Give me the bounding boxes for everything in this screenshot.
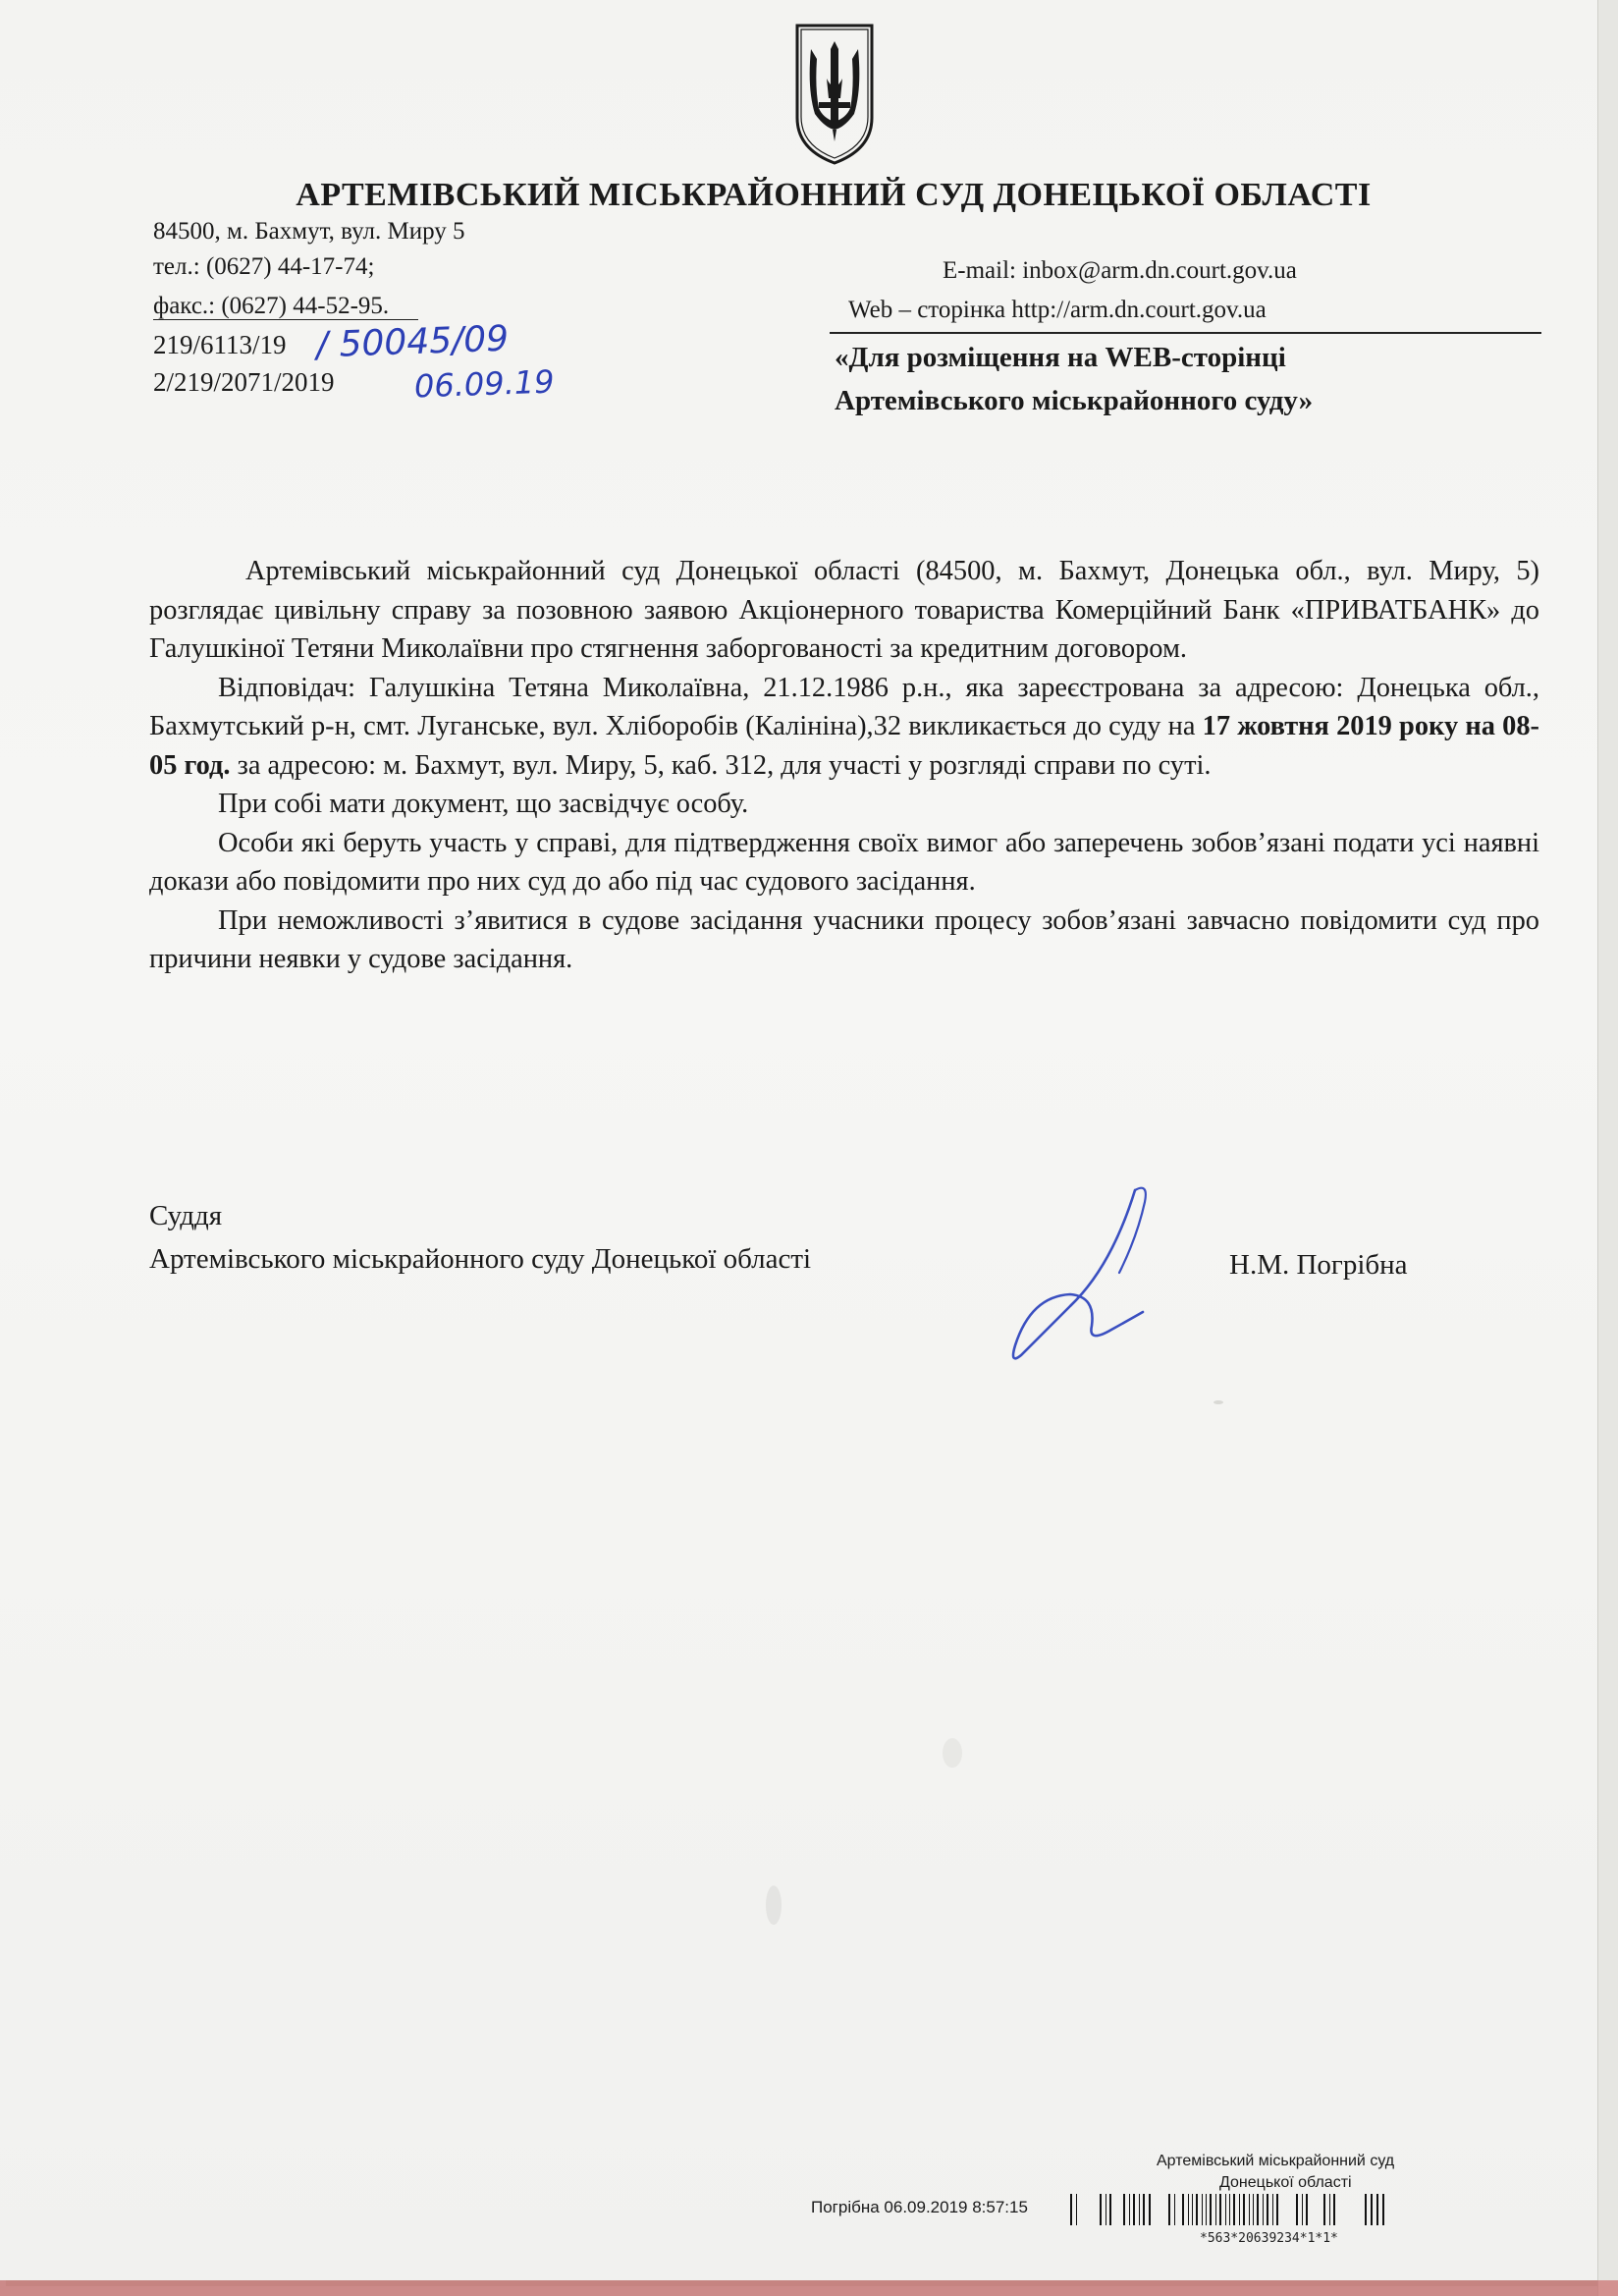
paragraph-evidence: Особи які беруть участь у справі, для підтвердження своїх вимог або заперечень зобов’язані подати усі наявні докази або повідомити про них суд до або під час судового засідання.: [149, 827, 1539, 897]
hearing-address: за адресою: м. Бахмут, вул. Миру, 5, каб. 312, для участі у розгляді справи по суті.: [230, 749, 1212, 781]
stamp-org-line2: Донецької області: [1219, 2174, 1352, 2191]
scan-artifact: [943, 1738, 962, 1768]
header-divider-right: [830, 332, 1541, 334]
notice-body: [149, 552, 1539, 979]
signer-role: Суддя: [149, 1200, 223, 1231]
barcode-number: *563*20639234*1*1*: [1200, 2231, 1338, 2246]
barcode-icon: [1070, 2188, 1532, 2231]
hearing-datetime: 17 жовтня 2019 року на 08-05 год.: [149, 711, 1539, 781]
court-email[interactable]: E-mail: inbox@arm.dn.court.gov.ua: [943, 257, 1297, 284]
scan-artifact: [766, 1886, 782, 1925]
signer-court: Артемівського міськрайонного суду Донецької області: [149, 1243, 812, 1275]
header-divider-left: [153, 319, 418, 320]
signer-name: Н.М. Погрібна: [1229, 1249, 1408, 1281]
scan-bottom-edge: [0, 2280, 1618, 2296]
court-title: АРТЕМІВСЬКИЙ МІСЬКРАЙОННИЙ СУД ДОНЕЦЬКОЇ ОБЛАСТІ: [296, 177, 1372, 213]
paragraph-id-document: При собі мати документ, що засвідчує особу.: [218, 789, 749, 819]
scan-edge: [1597, 0, 1618, 2296]
defendant-text: Відповідач: Галушкіна Тетяна Миколаївна, 21.12.1986 р.н., яка зареєстрована за адресою: Донецька обл., Бахмутський р-н, смт. Луганське, вул. Хліборобів (Калініна),32 викликається до суду на: [149, 672, 1539, 741]
court-address: 84500, м. Бахмут, вул. Миру 5: [153, 218, 465, 245]
paragraph-absence: При неможливості з’явитися в судове засідання учасники процесу зобов’язані завчасно повідомити суд про причини неявки у судове засідання.: [149, 904, 1539, 974]
web-note-line1: «Для розміщення на WEB-сторінці: [835, 342, 1286, 373]
handwritten-outgoing-number: / 50045/09: [315, 318, 510, 366]
stamp-org-line1: Артемівський міськрайонний суд: [1157, 2153, 1395, 2169]
case-number: 219/6113/19: [153, 330, 287, 359]
court-phone: тел.: (0627) 44-17-74;: [153, 253, 375, 280]
handwritten-date: 06.09.19: [413, 362, 556, 406]
web-placement-note: [835, 336, 1313, 422]
scan-artifact: [1214, 1400, 1223, 1404]
stamp-registration-meta: Погрібна 06.09.2019 8:57:15: [811, 2198, 1028, 2216]
court-fax: факс.: (0627) 44-52-95.: [153, 293, 390, 319]
web-note-line2: Артемівського міськрайонного суду»: [835, 385, 1314, 416]
paragraph-case: Артемівський міськрайонний суд Донецької області (84500, м. Бахмут, Донецька обл., вул. Миру, 5) розглядає цивільну справу за позовною заявою Акціонерного товариства Комерційний Банк «ПРИВАТБАНК» до Галушкіної Тетяни Миколаївни про стягнення заборгованості за кредитним договором.: [149, 556, 1539, 664]
coat-of-arms-icon: [793, 20, 876, 167]
court-website[interactable]: Web – сторінка http://arm.dn.court.gov.ua: [848, 297, 1267, 323]
proceeding-number: 2/219/2071/2019: [153, 367, 335, 397]
handwritten-signature: [1001, 1178, 1168, 1375]
paragraph-defendant: [149, 669, 1539, 786]
